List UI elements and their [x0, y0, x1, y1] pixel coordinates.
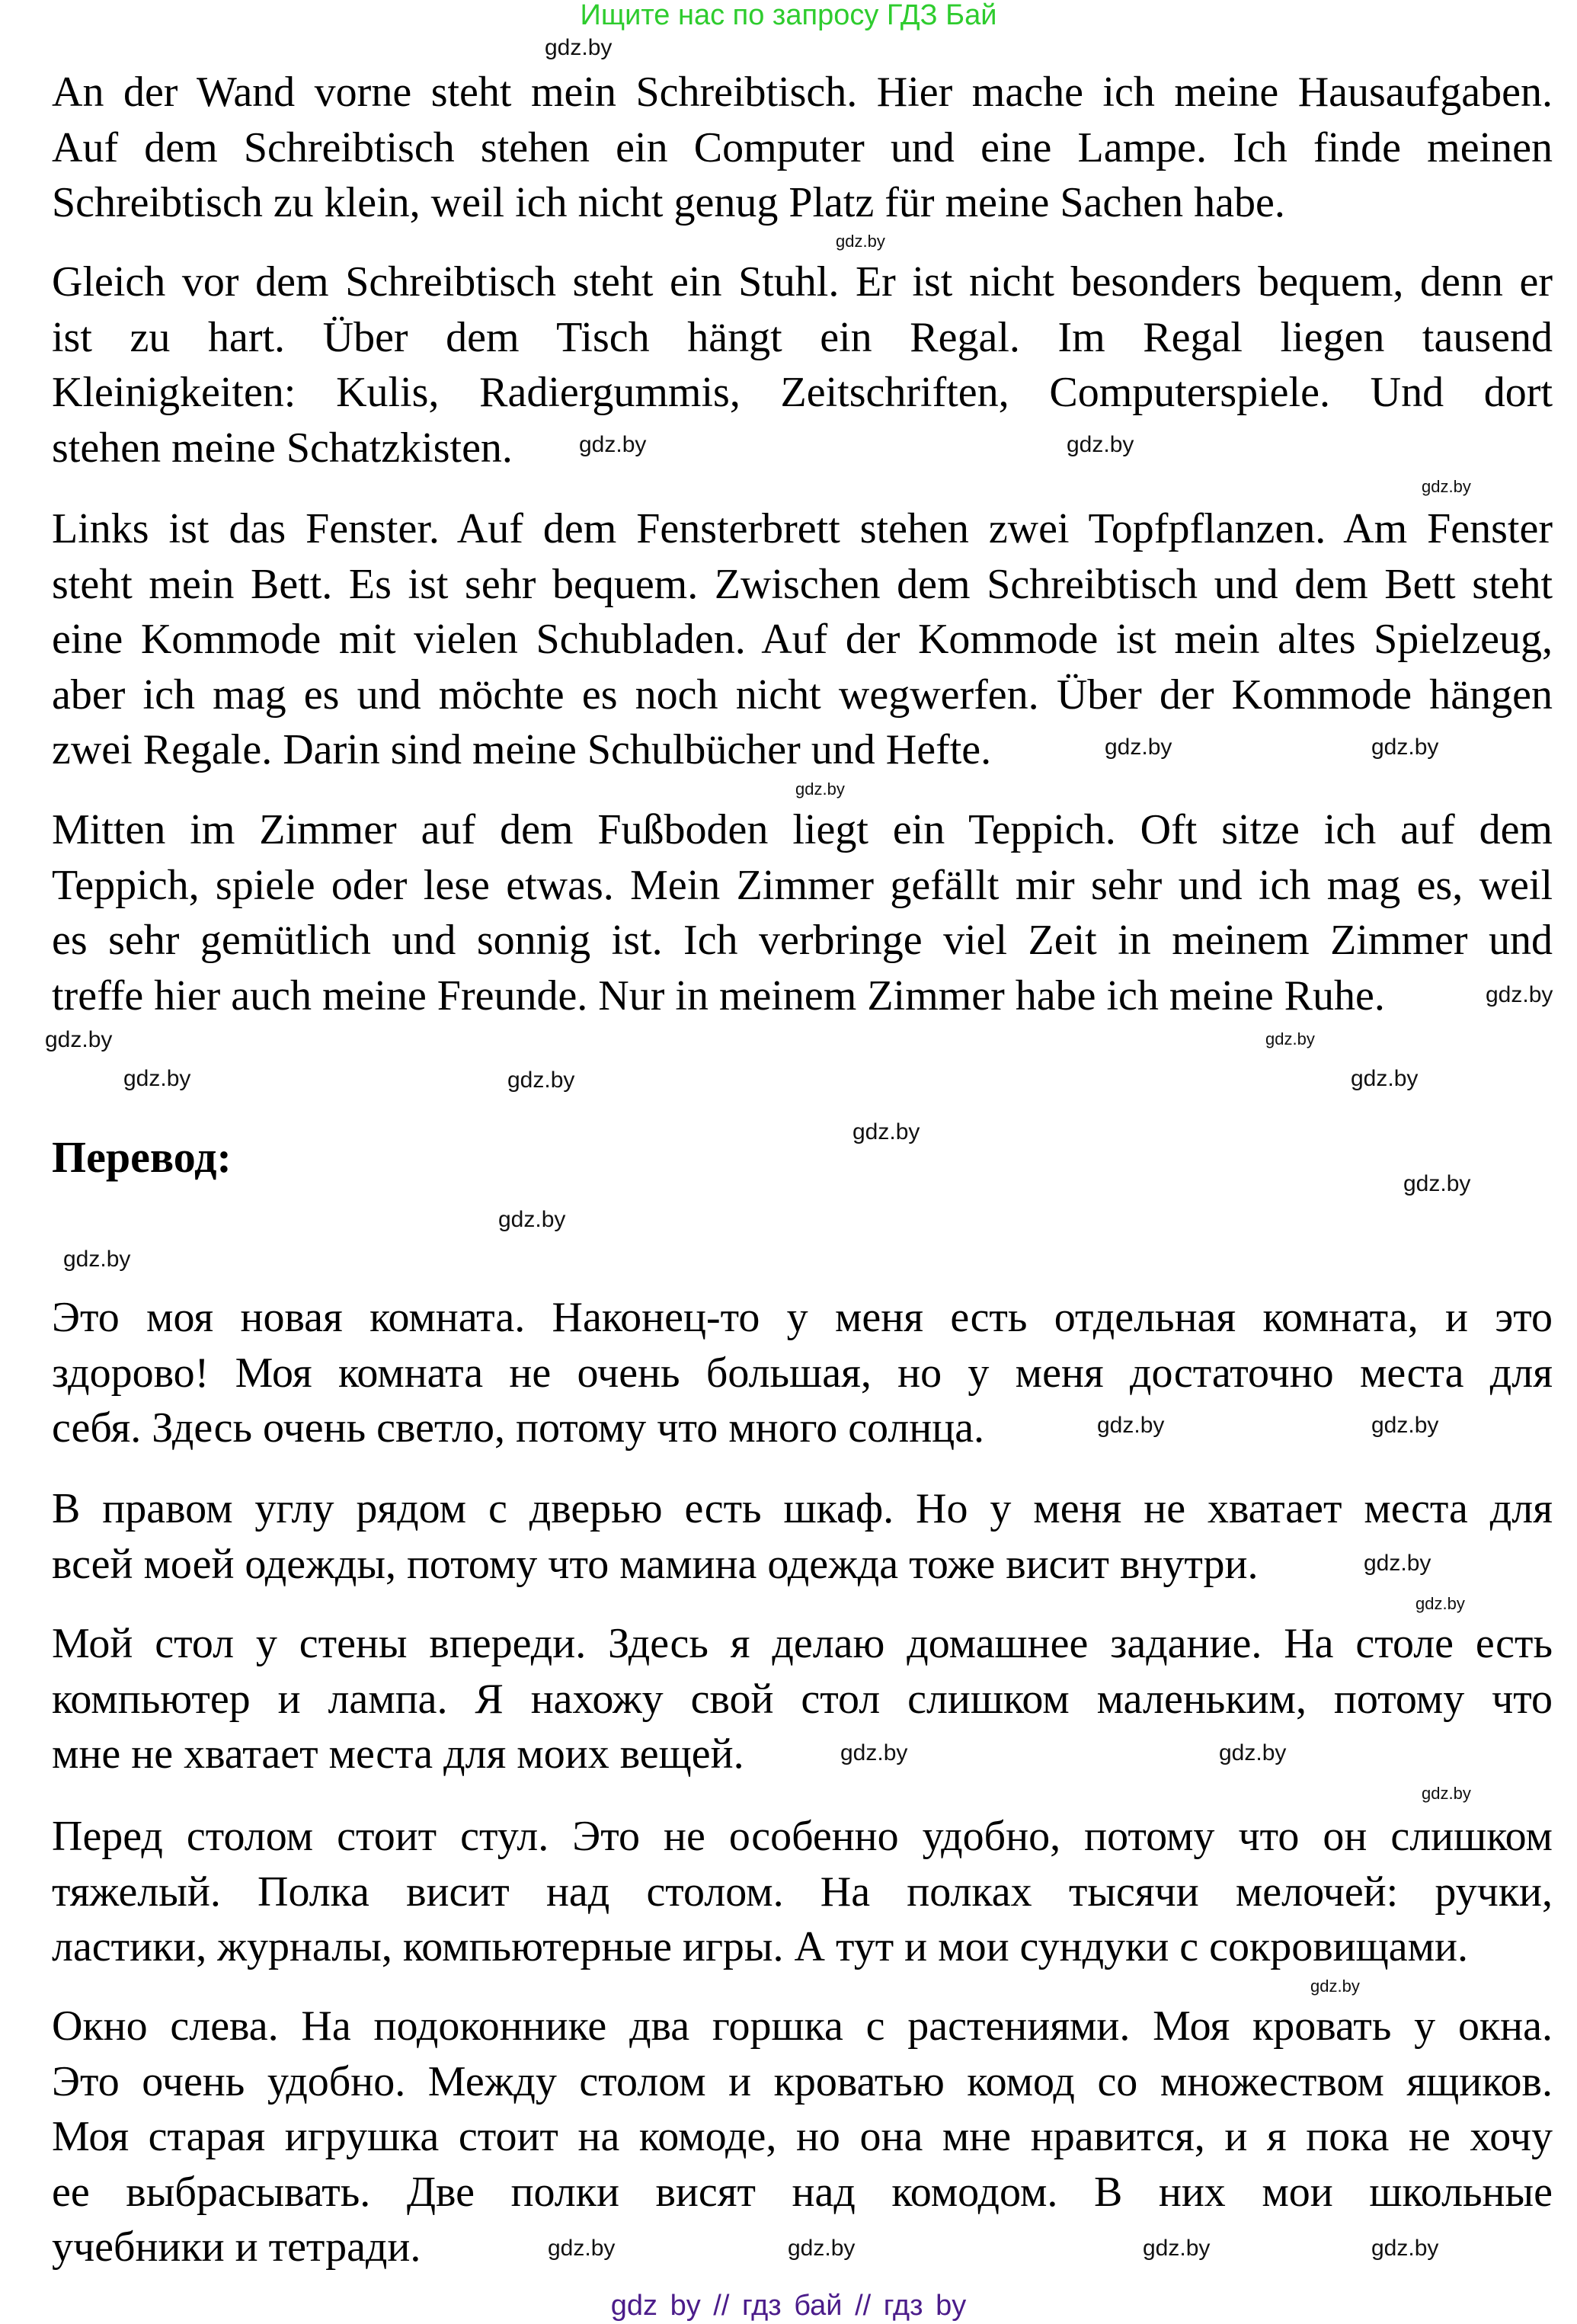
watermark: gdz.by: [836, 232, 885, 251]
watermark: gdz.by: [507, 1068, 575, 1093]
text-line: учебники и тетради.: [52, 2223, 421, 2271]
watermark: gdz.by: [1265, 1029, 1315, 1048]
watermark: gdz.by: [1067, 432, 1134, 457]
watermark: gdz.by: [498, 1207, 566, 1232]
text-line: здорово! Моя комната не очень большая, но у меня достаточно места для: [52, 1349, 1553, 1397]
watermark: gdz.by: [548, 2236, 616, 2261]
watermark: gdz.by: [1364, 1551, 1431, 1576]
watermark: gdz.by: [45, 1027, 113, 1052]
translation-heading: Перевод:: [52, 1132, 232, 1182]
text-line: всей моей одежды, потому что мамина одежда тоже висит внутри.: [52, 1540, 1259, 1588]
watermark: gdz.by: [1351, 1066, 1419, 1091]
text-line: ist zu hart. Über dem Tisch hängt ein Regal. Im Regal liegen tausend: [52, 313, 1553, 361]
watermark: gdz.by: [123, 1066, 191, 1091]
watermark: gdz.by: [1371, 735, 1439, 760]
watermark: gdz.by: [545, 35, 613, 60]
watermark: gdz.by: [1486, 982, 1553, 1007]
text-line: мне не хватает места для моих вещей.: [52, 1730, 744, 1778]
text-line: Окно слева. На подоконнике два горшка с растениями. Моя кровать у окна.: [52, 2002, 1553, 2050]
watermark: gdz.by: [63, 1247, 131, 1272]
text-line: treffe hier auch meine Freunde. Nur in meinem Zimmer habe ich meine Ruhe.: [52, 972, 1385, 1020]
watermark: gdz.by: [840, 1740, 908, 1765]
text-line: Это моя новая комната. Наконец-то у меня есть отдельная комната, и это: [52, 1294, 1553, 1341]
text-line: В правом углу рядом с дверью есть шкаф. Но у меня не хватает места для: [52, 1485, 1553, 1532]
text-line: steht mein Bett. Es ist sehr bequem. Zwischen dem Schreibtisch und dem Bett steht: [52, 560, 1553, 608]
watermark: gdz.by: [1371, 1413, 1439, 1438]
text-line: Auf dem Schreibtisch stehen ein Computer und eine Lampe. Ich finde meinen: [52, 123, 1553, 171]
text-line: Mitten im Zimmer auf dem Fußboden liegt ein Teppich. Oft sitze ich auf dem: [52, 806, 1553, 853]
text-line: Teppich, spiele oder lese etwas. Mein Zimmer gefällt mir sehr und ich mag es, weil: [52, 861, 1553, 909]
russian-paragraph-2: [52, 1481, 1553, 1592]
watermark: gdz.by: [1403, 1171, 1471, 1196]
text-line: Gleich vor dem Schreibtisch steht ein Stuhl. Er ist nicht besonders bequem, denn er: [52, 258, 1553, 306]
text-line: ее выбрасывать. Две полки висят над комодом. В них мои школьные: [52, 2168, 1553, 2216]
text-line: Это очень удобно. Между столом и кроватью комод со множеством ящиков.: [52, 2057, 1553, 2105]
text-line: An der Wand vorne steht mein Schreibtisch. Hier mache ich meine Hausaufgaben.: [52, 69, 1553, 116]
russian-paragraph-4: [52, 1809, 1553, 1975]
text-line: ластики, журналы, компьютерные игры. А тут и мои сундуки с сокровищами.: [52, 1923, 1469, 1970]
watermark: gdz.by: [852, 1119, 920, 1144]
text-line: тяжелый. Полка висит над столом. На полках тысячи мелочей: ручки,: [52, 1868, 1553, 1916]
watermark: gdz.by: [1371, 2236, 1439, 2261]
german-paragraph-4: [52, 802, 1553, 1023]
text-line: es sehr gemütlich und sonnig ist. Ich verbringe viel Zeit in meinem Zimmer und: [52, 917, 1553, 964]
watermark: gdz.by: [1415, 1594, 1465, 1613]
german-paragraph-3: [52, 501, 1553, 778]
russian-paragraph-5: [52, 1999, 1553, 2275]
footer-links: gdz by // гдз бай // гдз by: [610, 2290, 967, 2322]
watermark: gdz.by: [1143, 2236, 1211, 2261]
text-line: себя. Здесь очень светло, потому что много солнца.: [52, 1404, 985, 1452]
text-line: zwei Regale. Darin sind meine Schulbücher und Hefte.: [52, 726, 992, 773]
text-line: Kleinigkeiten: Kulis, Radiergummis, Zeitschriften, Computerspiele. Und dort: [52, 369, 1553, 416]
watermark: gdz.by: [1219, 1740, 1287, 1765]
watermark: gdz.by: [579, 432, 647, 457]
text-line: Мой стол у стены впереди. Здесь я делаю домашнее задание. На столе есть: [52, 1620, 1553, 1667]
text-line: Перед столом стоит стул. Это не особенно удобно, потому что он слишком: [52, 1813, 1553, 1860]
text-line: stehen meine Schatzkisten.: [52, 424, 513, 472]
text-line: aber ich mag es und möchte es noch nicht wegwerfen. Über der Kommode hängen: [52, 671, 1553, 719]
search-banner: Ищите нас по запросу ГДЗ Бай: [580, 0, 997, 31]
text-line: компьютер и лампа. Я нахожу свой стол слишком маленьким, потому что: [52, 1675, 1553, 1723]
german-paragraph-2: [52, 254, 1553, 475]
watermark: gdz.by: [788, 2236, 856, 2261]
watermark: gdz.by: [1422, 1784, 1471, 1803]
text-line: Links ist das Fenster. Auf dem Fensterbrett stehen zwei Topfpflanzen. Am Fenster: [52, 505, 1553, 552]
russian-paragraph-3: [52, 1616, 1553, 1782]
german-paragraph-1: [52, 65, 1553, 231]
russian-paragraph-1: [52, 1290, 1553, 1456]
watermark: gdz.by: [1310, 1977, 1360, 1996]
text-line: Моя старая игрушка стоит на комоде, но она мне нравится, и я пока не хочу: [52, 2113, 1553, 2160]
watermark: gdz.by: [1422, 477, 1471, 496]
watermark: gdz.by: [1105, 735, 1172, 760]
watermark: gdz.by: [795, 779, 845, 799]
text-line: eine Kommode mit vielen Schubladen. Auf der Kommode ist mein altes Spielzeug,: [52, 616, 1553, 663]
text-line: Schreibtisch zu klein, weil ich nicht genug Platz für meine Sachen habe.: [52, 179, 1285, 226]
watermark: gdz.by: [1097, 1413, 1165, 1438]
